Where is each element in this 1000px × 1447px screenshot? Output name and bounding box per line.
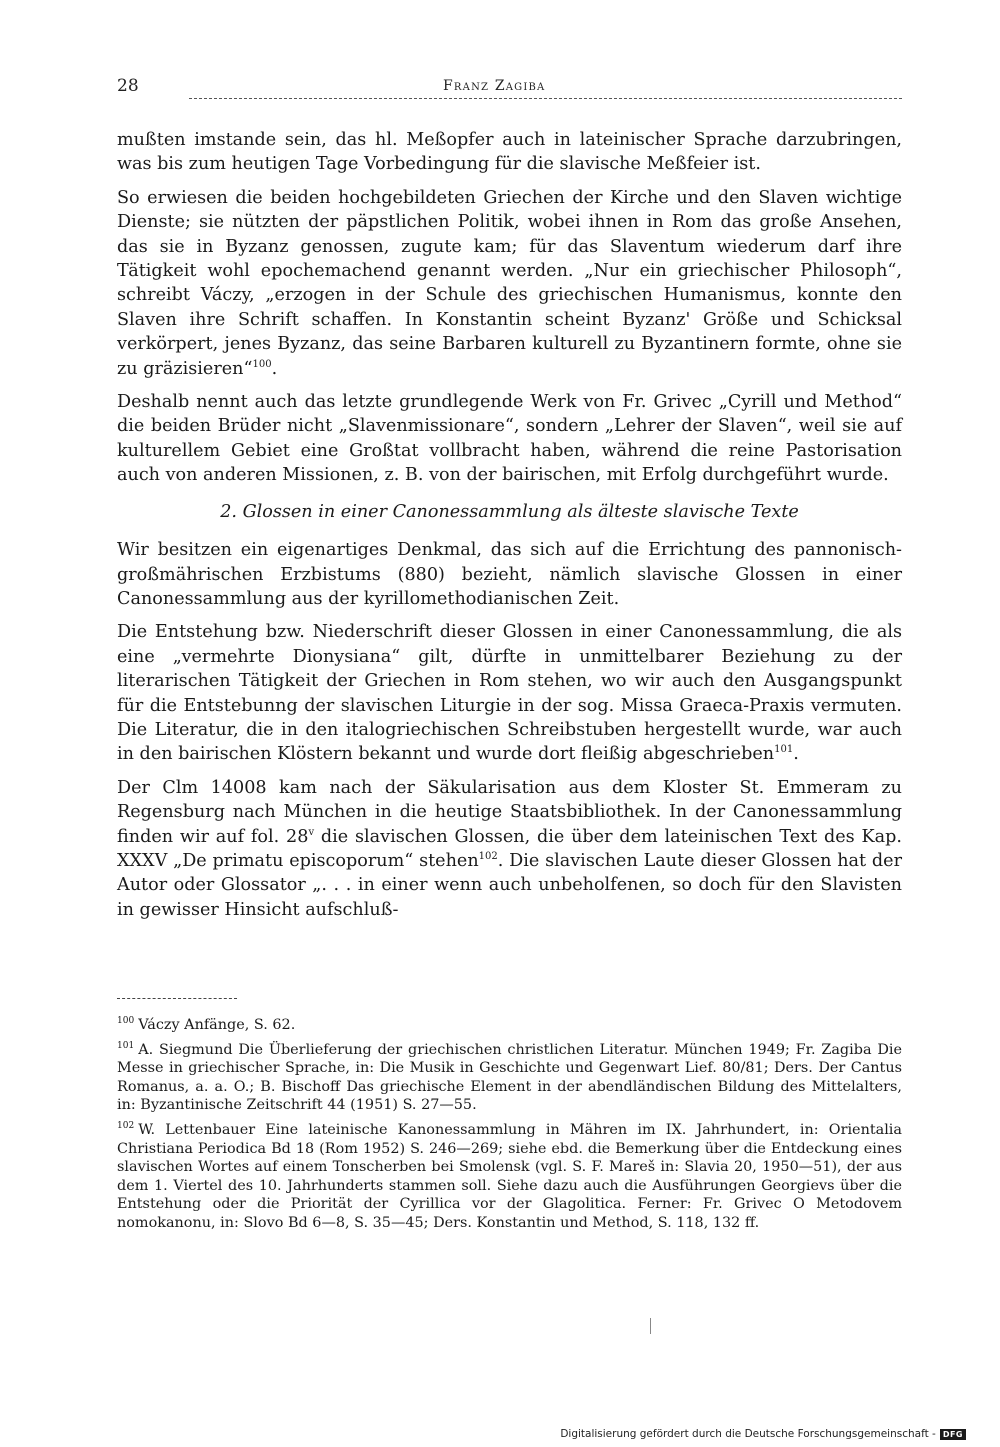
footnote-text: W. Lettenbauer Eine lateinische Kanonessammlung in Mähren im IX. Jahrhundert, in: Orientalia Christiana Periodica Bd 18 (Rom 1952) S. 246—269; siehe ebd. die Bemerkung über die Entdeckung eines slavischen Wortes auf einem Tonscherben bei Smolensk (vgl. S. F. Mareš in: Slavia 20, 1950—51), der aus dem 1. Viertel des 10. Jahrhunderts stammen soll. Siehe dazu auch die Ausführungen Georgievs über die Entstehung oder die Priorität der Cyrillica vor der Glagolitica. Ferner: Fr. Grivec O Metodovem nomokanonu, in: Slovo Bd 6—8, S. 35—45; Ders. Konstantin und Method, S. 118, 132 ff. xyxy=(117,1121,902,1231)
credit-text: Digitalisierung gefördert durch die Deutsche Forschungsgemeinschaft - xyxy=(560,1428,936,1440)
footnote xyxy=(117,1016,902,1035)
page-header xyxy=(117,76,902,102)
footnote-ref[interactable]: 101 xyxy=(774,744,794,756)
paragraph: mußten imstande sein, das hl. Meßopfer auch in lateinischer Sprache darzubringen, was bis zum heutigen Tage Vorbedingung für die slavische Meßfeier ist. xyxy=(117,130,902,175)
footnote-rule xyxy=(117,998,237,999)
running-head: Franz Zagiba xyxy=(443,78,546,94)
footnote-text: Váczy Anfänge, S. 62. xyxy=(138,1017,296,1033)
header-rule xyxy=(189,98,902,99)
footnotes xyxy=(117,1016,902,1239)
footnote-marker: 102 xyxy=(117,1121,135,1132)
main-text xyxy=(117,128,902,931)
scan-artifact xyxy=(650,1318,651,1334)
footnote-ref[interactable]: 100 xyxy=(252,358,272,370)
paragraph: Deshalb nennt auch das letzte grundlegende Werk von Fr. Grivec „Cyrill und Method“ die beiden Brüder nicht „Slavenmissionare“, sondern „Lehrer der Slaven“, weil sie auf kulturellem Gebiet eine Großtat vollbracht haben, während die reine Pastorisation auch von anderen Missionen, z. B. von der bairischen, mit Erfolg durchgeführt wurde. xyxy=(117,392,902,486)
dfg-logo: DFG xyxy=(940,1429,966,1440)
page-number: 28 xyxy=(117,76,139,96)
paragraph: Wir besitzen ein eigenartiges Denkmal, das sich auf die Errichtung des pannonisch-großmährischen Erzbistums (880) bezieht, nämlich slavische Glossen in einer Canonessammlung aus der kyrillomethodianischen Zeit. xyxy=(117,540,902,609)
folio-verso-mark: v xyxy=(308,826,315,838)
paragraph: Die Entstehung bzw. Niederschrift dieser Glossen in einer Canonessammlung, die als eine „vermehrte Dionysiana“ gilt, dürfte in unmittelbarer Beziehung zu der literarischen Tätigkeit der Griechen in Rom stehen, wo wir auch den Ausgangspunkt für die Entstebunng der slavischen Liturgie in der sog. Missa Graeca-Praxis vermuten. Die Literatur, die in den italogriechischen Schreibstuben hergestellt wurde, war auch in den bairischen Klöstern bekannt und wurde dort fleißig abgeschrieben$^{101}$. xyxy=(117,622,902,765)
footnote-ref[interactable]: 102 xyxy=(478,851,498,863)
footnote xyxy=(117,1121,902,1233)
digitization-credit xyxy=(560,1428,966,1440)
paragraph: Der Clm 14008 kam nach der Säkularisation aus dem Kloster St. Emmeram zu Regensburg nach München in die heutige Staatsbibliothek. In der Canonessammlung finden wir auf fol. 28$^v$ die slavischen Glossen, die über dem lateinischen Text des Kap. XXXV „De primatu episcoporum“ stehen$^{102}$. Die slavischen Laute dieser Glossen hat der Autor oder Glossator „. . . in einer wenn auch unbeholfenen, so doch für den Slavisten in gewisser Hinsicht aufschluß- xyxy=(117,777,902,920)
footnote xyxy=(117,1041,902,1115)
footnote-marker: 101 xyxy=(117,1040,135,1051)
footnote-marker: 100 xyxy=(117,1016,135,1027)
paragraph: So erwiesen die beiden hochgebildeten Griechen der Kirche und den Slaven wichtige Dienste; sie nützten der päpstlichen Politik, wobei ihnen in Rom das große Ansehen, das sie in Byzanz genossen, zugute kam; für das Slaventum wiederum darf ihre Tätigkeit wohl epochemachend genannt werden. „Nur ein griechischer Philosoph“, schreibt Váczy, „erzogen in der Schule des griechischen Humanismus, konnte den Slaven ihre Schrift schaffen. In Konstantin scheint Byzanz' Größe und Schicksal verkörpert, jenes Byzanz, das seine Barbaren kulturell zu Byzantinern formte, ohne sie zu gräzisieren“$^{100}$. xyxy=(117,187,902,379)
footnote-text: A. Siegmund Die Überlieferung der griechischen christlichen Literatur. München 1949; Fr. Zagiba Die Messe in griechischer Sprache, in: Die Musik in Geschichte und Gegenwart Lief. 80/81; Ders. Der Cantus Romanus, a. a. O.; B. Bischoff Das griechische Element in der abendländischen Bildung des Mittelalters, in: Byzantinische Zeitschrift 44 (1951) S. 27—55. xyxy=(117,1041,902,1114)
section-heading: 2. Glossen in einer Canonessammlung als älteste slavische Texte xyxy=(220,501,799,522)
